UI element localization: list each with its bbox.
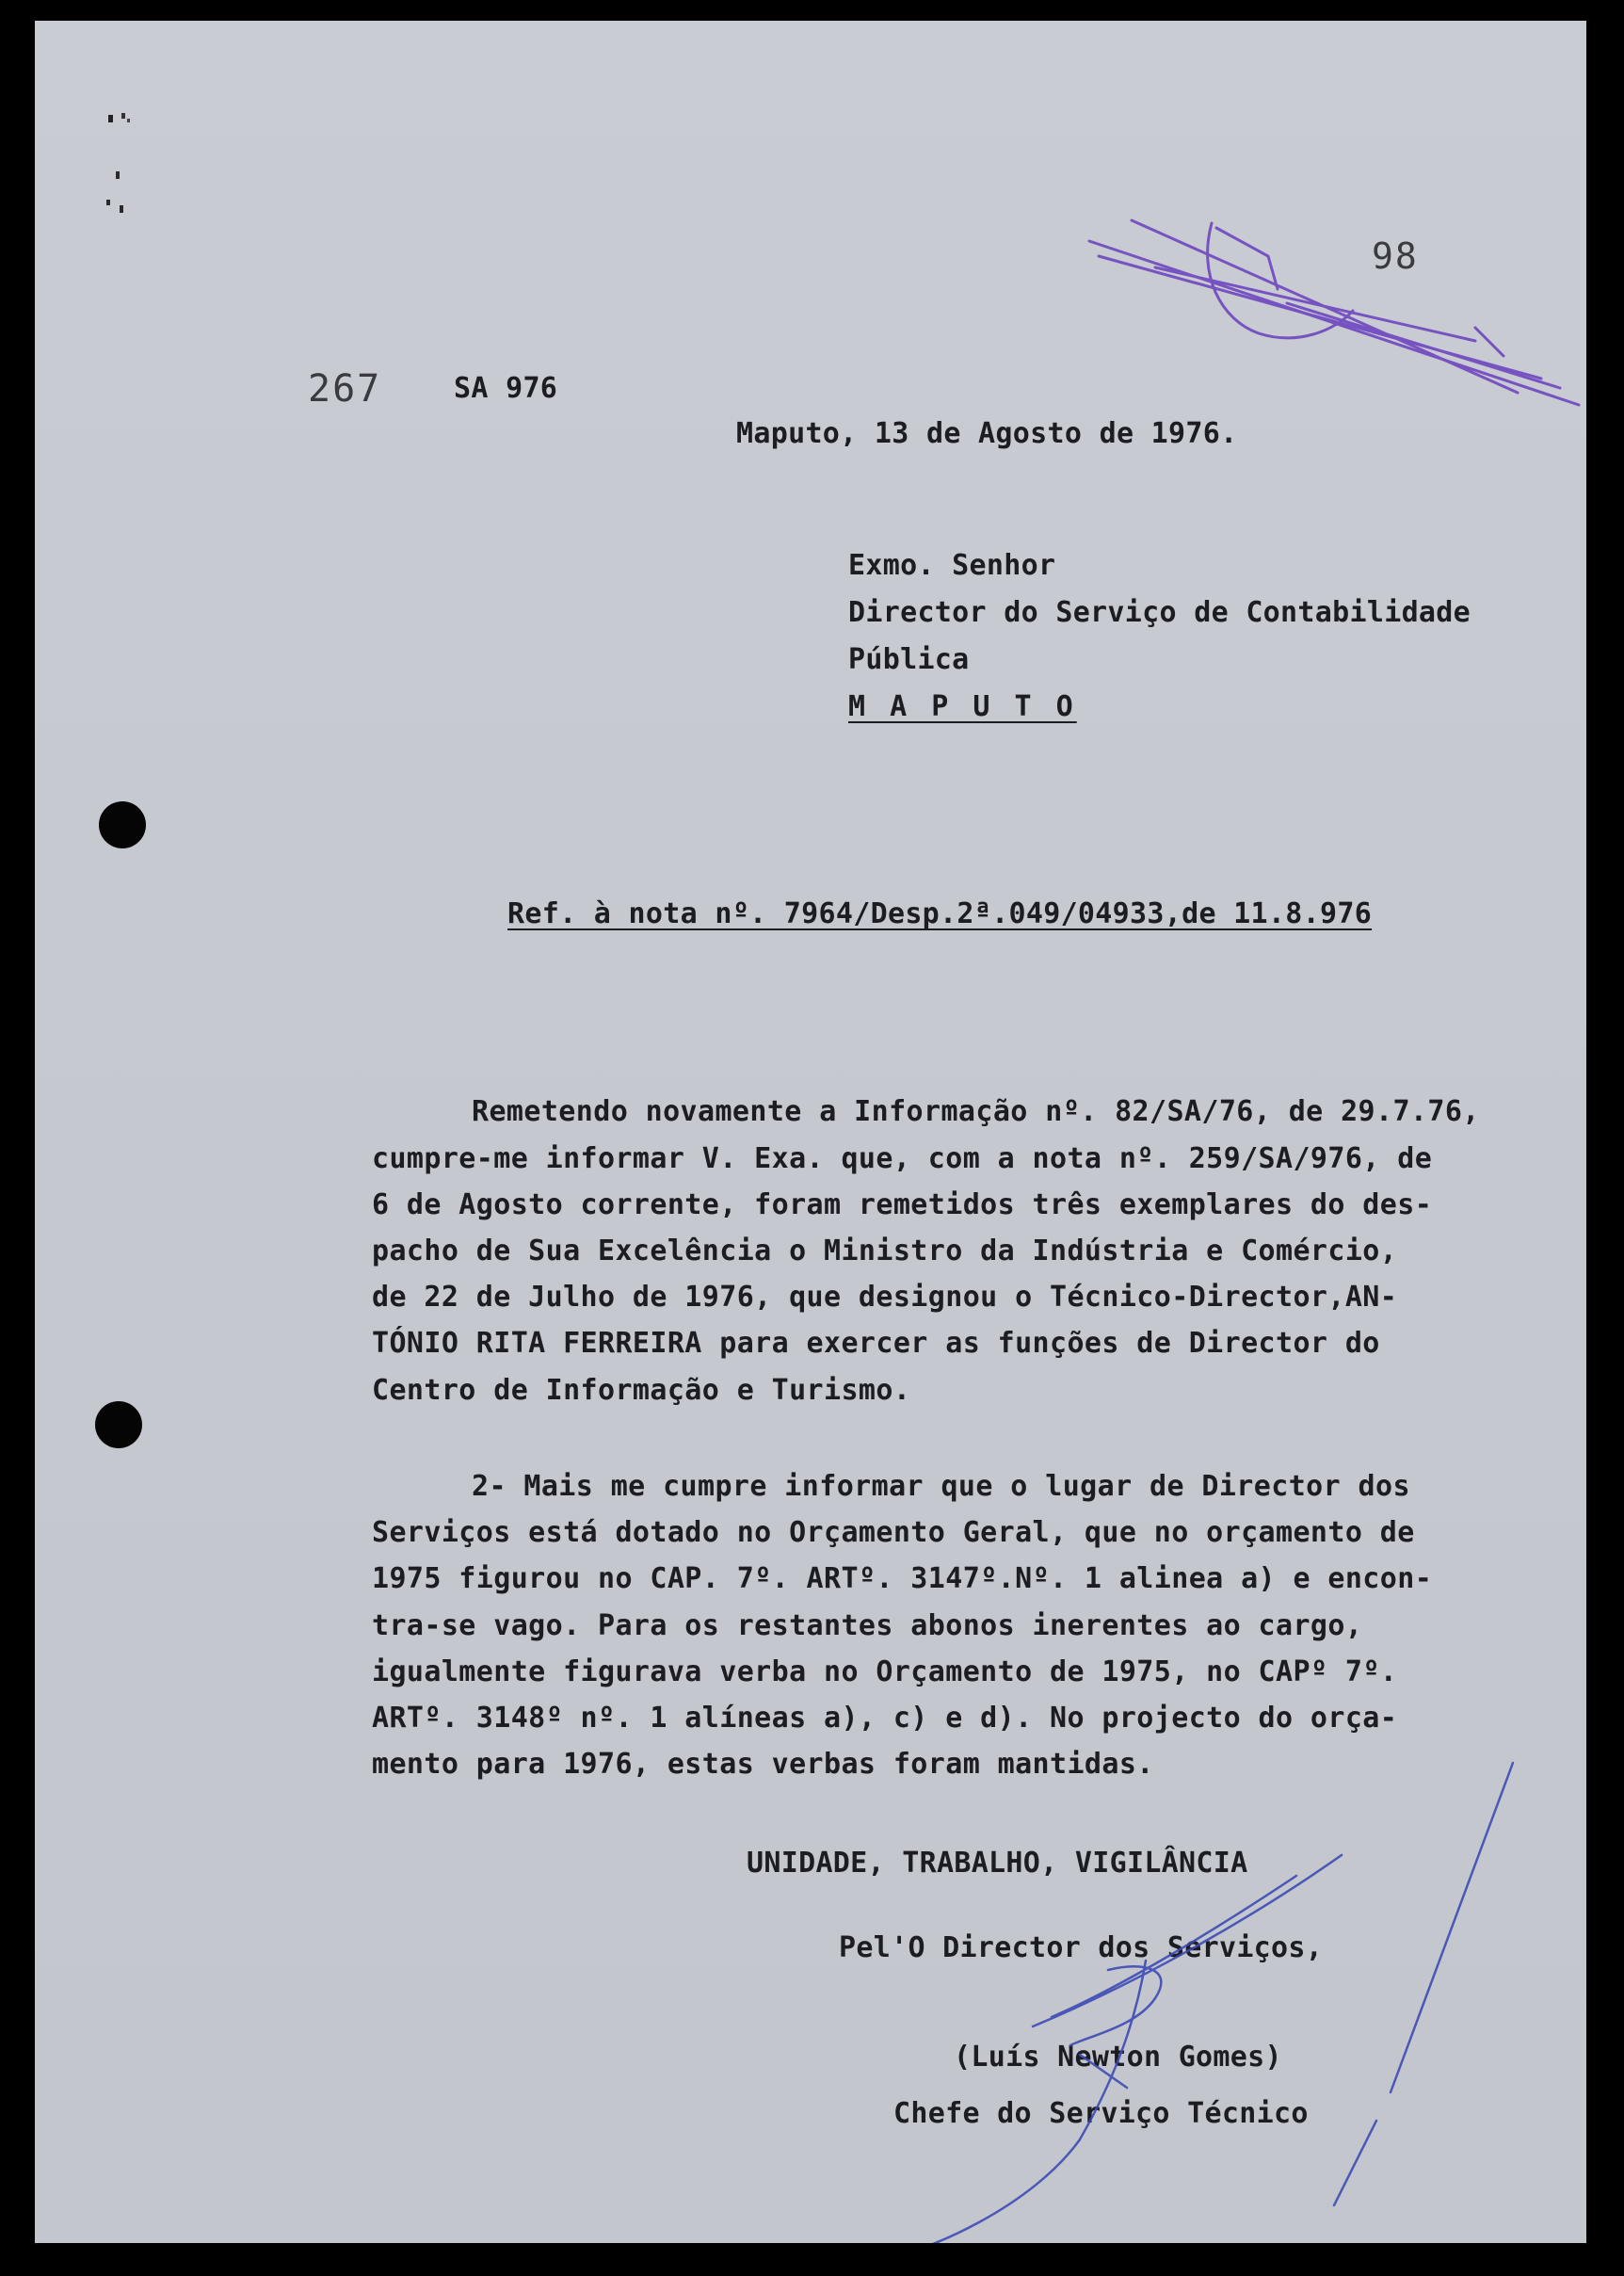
page-number: 98 xyxy=(1372,235,1419,277)
paragraph-1-line: pacho de Sua Excelência o Ministro da Indústria e Comércio, xyxy=(372,1235,1398,1267)
paragraph-2-line: tra-se vago. Para os restantes abonos inerentes ao cargo, xyxy=(372,1609,1363,1642)
paragraph-2-line: mento para 1976, estas verbas foram mantidas. xyxy=(372,1748,1154,1781)
closing-motto: UNIDADE, TRABALHO, VIGILÂNCIA xyxy=(747,1847,1248,1880)
addressee-city: M A P U T O xyxy=(848,690,1077,723)
closing-signoff: Pel'O Director dos Serviços, xyxy=(839,1931,1324,1964)
stamp-scribble xyxy=(1089,220,1579,405)
paragraph-1-line: TÓNIO RITA FERREIRA para exercer as funções de Director do xyxy=(372,1327,1380,1360)
paragraph-2-line: igualmente figurava verba no Orçamento de 1975, no CAPº 7º. xyxy=(372,1655,1398,1688)
reference-line: Ref. à nota nº. 7964/Desp.2ª.049/04933,de 11.8.976 xyxy=(507,897,1373,930)
paragraph-1-line: cumpre-me informar V. Exa. que, com a nota nº. 259/SA/976, de xyxy=(372,1142,1433,1175)
reference-suffix: SA 976 xyxy=(454,372,558,405)
paragraph-2-line: ARTº. 3148º nº. 1 alíneas a), c) e d). No projecto do orça- xyxy=(372,1702,1398,1735)
handwritten-signature xyxy=(873,1763,1513,2243)
ink-marks xyxy=(35,21,1586,2243)
paragraph-1-line: Remetendo novamente a Informação nº. 82/SA/76, de 29.7.76, xyxy=(472,1095,1480,1128)
paragraph-1-line: 6 de Agosto corrente, foram remetidos três exemplares do des- xyxy=(372,1188,1433,1221)
paragraph-1-line: Centro de Informação e Turismo. xyxy=(372,1374,911,1407)
addressee-line2: Pública xyxy=(848,643,970,676)
reference-number: 267 xyxy=(308,367,382,411)
document-page xyxy=(35,21,1586,2243)
paragraph-2-line: 2- Mais me cumpre informar que o lugar de Director dos xyxy=(472,1470,1410,1503)
signatory-name: (Luís Newton Gomes) xyxy=(954,2041,1282,2074)
paragraph-1-line: de 22 de Julho de 1976, que designou o Técnico-Director,AN- xyxy=(372,1281,1398,1314)
paragraph-2-line: 1975 figurou no CAP. 7º. ARTº. 3147º.Nº. 1 alinea a) e encon- xyxy=(372,1562,1433,1595)
date-line: Maputo, 13 de Agosto de 1976. xyxy=(736,417,1238,450)
signatory-title: Chefe do Serviço Técnico xyxy=(893,2097,1309,2130)
addressee-line1: Director do Serviço de Contabilidade xyxy=(848,596,1471,629)
paragraph-2-line: Serviços está dotado no Orçamento Geral, que no orçamento de xyxy=(372,1516,1415,1549)
addressee-salutation: Exmo. Senhor xyxy=(848,549,1056,582)
